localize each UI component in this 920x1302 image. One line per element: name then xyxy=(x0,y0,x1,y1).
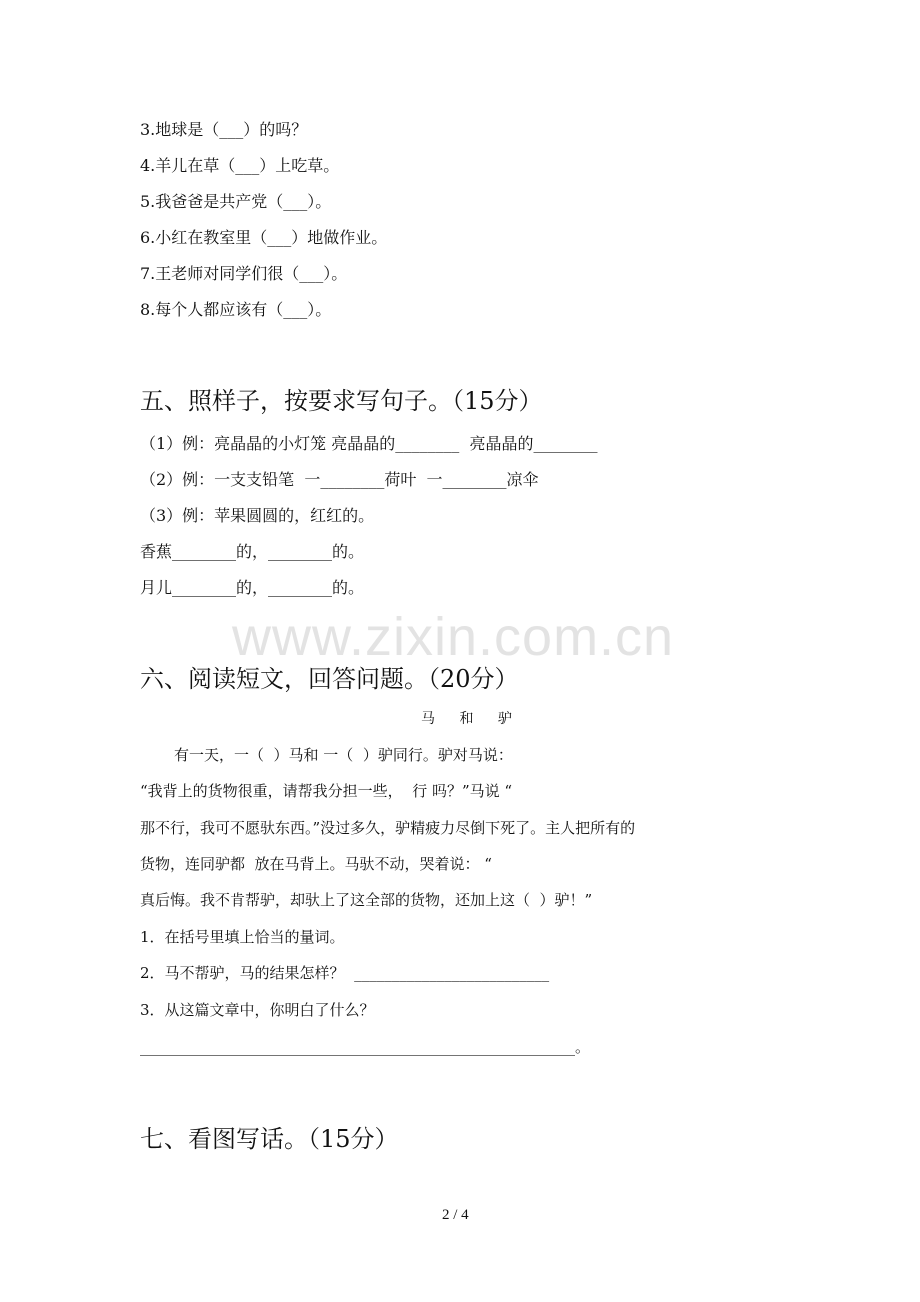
exercise-line: （3）例：苹果圆圆的，红红的。 xyxy=(140,506,375,525)
answer-line: __________________________________________________________。 xyxy=(140,1038,591,1056)
story-title: 马 和 驴 xyxy=(421,711,522,727)
reading-question: 3．从这篇文章中，你明白了什么？ xyxy=(140,1001,375,1019)
question-item: 3.地球是（___）的吗？ xyxy=(140,120,308,139)
question-item: 5.我爸爸是共产党（___）。 xyxy=(140,192,332,211)
story-line: 那不行，我可不愿驮东西。”没过多久，驴精疲力尽倒下死了。主人把所有的 xyxy=(140,819,636,837)
story-line: 有一天，一（ ）马和 一（ ）驴同行。驴对马说： xyxy=(174,746,513,764)
exercise-line: （2）例：一支支铅笔 一________荷叶 一________凉伞 xyxy=(140,470,539,489)
page-number: 2 / 4 xyxy=(442,1207,469,1223)
question-item: 6.小红在教室里（___）地做作业。 xyxy=(140,228,388,247)
exercise-line: 月儿________的，________的。 xyxy=(140,578,365,597)
story-line: “我背上的货物很重，请帮我分担一些， 行 吗？”马说 “ xyxy=(140,782,513,800)
exercise-line: （1）例：亮晶晶的小灯笼 亮晶晶的________ 亮晶晶的________ xyxy=(140,434,598,453)
story-line: 真后悔。我不肯帮驴，却驮上了这全部的货物，还加上这（ ）驴！” xyxy=(140,891,593,909)
exercise-line: 香蕉________的，________的。 xyxy=(140,542,365,561)
reading-question: 2．马不帮驴，马的结果怎样？ __________________________ xyxy=(140,964,550,982)
story-line: 货物，连同驴都 放在马背上。马驮不动，哭着说： “ xyxy=(140,855,492,873)
question-item: 8.每个人都应该有（___）。 xyxy=(140,300,332,319)
reading-question: 1．在括号里填上恰当的量词。 xyxy=(140,928,345,946)
watermark: www.zixin.com.cn xyxy=(232,607,675,667)
section-7-heading: 七、看图写话。（15分） xyxy=(140,1125,399,1153)
section-6-heading: 六、阅读短文，回答问题。（20分） xyxy=(140,665,519,693)
question-item: 4.羊儿在草（___）上吃草。 xyxy=(140,156,340,175)
question-item: 7.王老师对同学们很（___）。 xyxy=(140,264,348,283)
section-5-heading: 五、照样子，按要求写句子。（15分） xyxy=(140,387,543,415)
